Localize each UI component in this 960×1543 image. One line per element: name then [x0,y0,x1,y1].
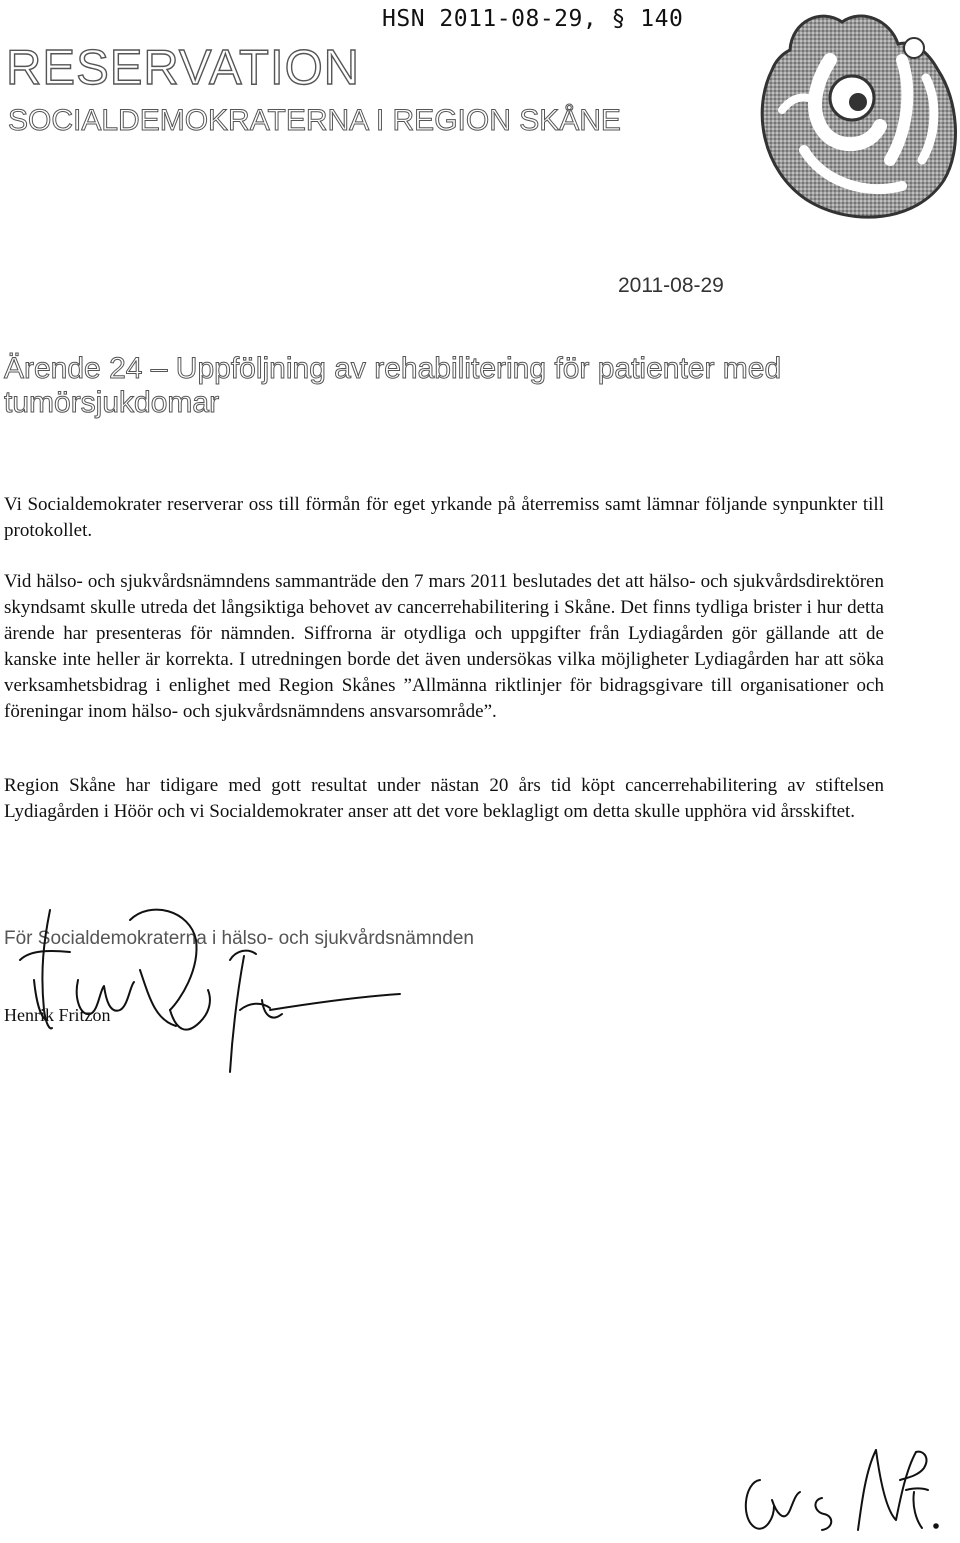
paragraph-intro: Vi Socialdemokrater reserverar oss till förmån för eget yrkande på återremiss samt lämnar följande synpunkter till protokollet. [4,494,884,541]
protocol-stamp: HSN 2011-08-29, § 140 [382,6,684,32]
paragraph-background: Vid hälso- och sjukvårdsnämndens sammanträde den 7 mars 2011 beslutades det att hälso- och sjukvårdsdirektören skyndsamt skulle utreda det långsiktiga behovet av cancerrehabilitering i Skåne. Det finns tydliga brister i hur detta ärende har presenteras för nämnden. Siffrorna är otydliga och uppgifter från Lydiagården gör gällande att de kanske inte heller är korrekta. I utredningen borde det även undersökas vilka möjligheter Lydiagården har att söka verksamhetsbidrag i enlighet med Region Skånes ”Allmänna riktlinjer för bidragsgivare till organisationer och föreningar inom hälso- och sjukvårdsnämndens ansvarsområde”. [4,571,884,722]
handwritten-signature-icon [0,890,420,1090]
document-title: RESERVATION [6,41,361,95]
handwritten-initials-icon [730,1440,950,1540]
document-date: 2011-08-29 [618,274,724,297]
paragraph-conclusion: Region Skåne har tidigare med gott resultat under nästan 20 års tid köpt cancerrehabilitering av stiftelsen Lydiagården i Höör och vi Socialdemokrater anser att det vore beklagligt om detta skulle upphöra vid årsskiftet. [4,775,884,822]
case-heading: Ärende 24 – Uppföljning av rehabilitering för patienter med tumörsjukdomar [4,352,782,419]
signatory-name: Henrik Fritzon [4,1005,111,1025]
signature-committee: För Socialdemokraterna i hälso- och sjukvårdsnämnden [4,928,474,949]
rose-logo-icon [712,0,960,238]
party-subtitle: SOCIALDEMOKRATERNA I REGION SKÅNE [8,104,621,137]
